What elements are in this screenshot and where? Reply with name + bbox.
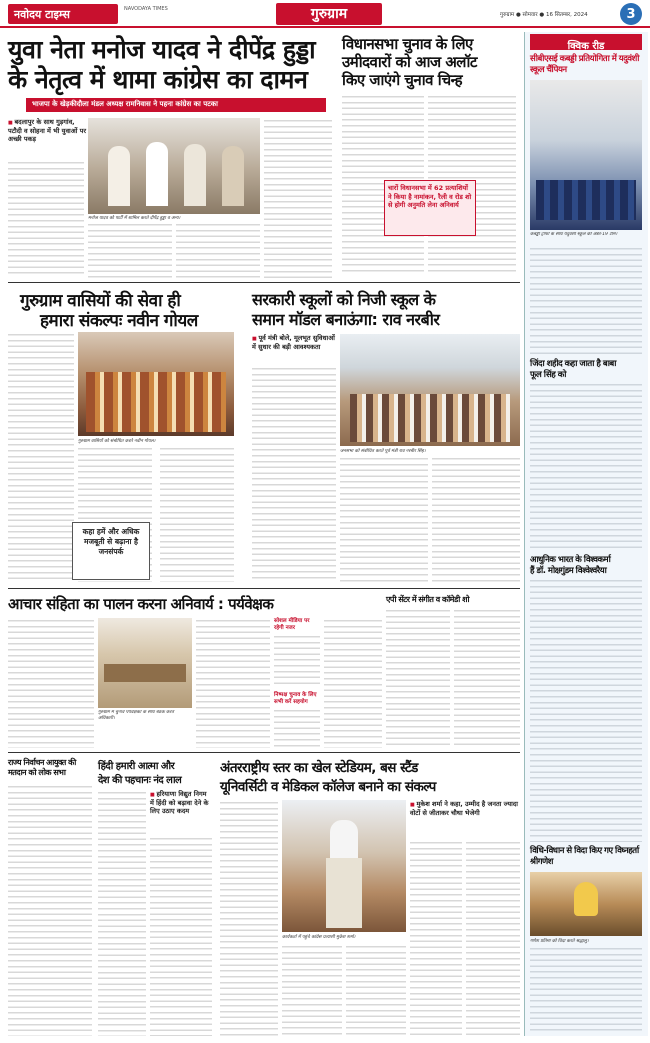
stadium-body-col2 xyxy=(282,944,342,1036)
paper-logo xyxy=(8,4,118,24)
phool-singh-headline-2: फूल सिंह को xyxy=(530,370,566,380)
ganesh-headline: विधि-विधान से विदा किए गए विघ्नहर्ता श्रीगणेश xyxy=(530,846,639,867)
stadium-headline-1: अंतरराष्ट्रीय स्तर का खेल स्टेडियम, बस स्टैंड xyxy=(220,760,418,776)
divider xyxy=(8,588,520,589)
narbir-body-col1 xyxy=(252,366,336,582)
code-headline: आचार संहिता का पालन करना अनिवार्य : पर्यवेक्षक xyxy=(8,595,274,613)
narbir-headline-2: समान मॉडल बनाऊंगा: राव नरबीर xyxy=(252,310,440,329)
quick-read-headline: सीबीएसई कबड्डी प्रतियोगिता में यदुवंशी स्कूल चैंपियन xyxy=(530,54,639,75)
paper-name: नवोदय टाइम्स xyxy=(14,8,70,21)
election-headline-3: किए जाएंगे चुनाव चिन्ह xyxy=(342,71,463,89)
poll-headline: राज्य निर्वाचन आयुक्त की मतदान को लोक सभा xyxy=(8,758,76,777)
page-number-badge xyxy=(620,3,642,25)
lead-body-col3 xyxy=(176,222,260,278)
lead-subhead-bar: भाजपा के खेड़कीदौला मंडल अध्यक्ष रामनिवास ने पहना कांग्रेस का पटका xyxy=(26,98,326,112)
narbir-caption: जनसभा को संबोधित करते पूर्व मंत्री राव नरबीर सिंह। xyxy=(340,449,426,454)
stadium-caption: कार्यकर्ता में पहुंचे कांग्रेस प्रत्याशी मुकेश शर्मा। xyxy=(282,935,356,940)
ganesh-photo xyxy=(530,872,642,936)
goyal-body-col3 xyxy=(160,446,234,582)
lead-headline-2: के नेतृत्व में थामा कांग्रेस का दामन xyxy=(8,65,308,94)
election-pullquote: चारों विधानसभा में 62 प्रत्याशियों ने किया है नामांकन, रैली व रोड शो से होगी अनुमति लेना अनिवार्य xyxy=(384,180,476,236)
dateline: गुरुग्राम ● सोमवार ● 16 सितम्बर, 2024 xyxy=(500,12,588,18)
hindi-body-col1 xyxy=(98,790,146,1036)
narbir-body-col2 xyxy=(340,456,428,582)
code-caption: गुरुग्राम में चुनाव पर्यवेक्षकों के साथ बैठक करते अधिकारी। xyxy=(98,710,174,721)
lead-body-col4 xyxy=(264,118,332,278)
quick-read-label: क्विक रीड xyxy=(530,34,642,50)
stadium-photo xyxy=(282,800,406,932)
ganesh-body xyxy=(530,946,642,1032)
code-body-col5 xyxy=(324,618,382,748)
stadium-body-col1 xyxy=(220,800,278,1036)
page-number: 3 xyxy=(626,7,636,22)
section-title: गुरुग्राम xyxy=(276,3,382,25)
lead-body-col2 xyxy=(88,222,172,278)
vishweshwaraya-headline-2: हैं डॉ. मोक्षगुंडम विश्वेश्वरैया xyxy=(530,566,607,576)
code-body-col1 xyxy=(8,618,94,748)
election-headline-2: उमीदवारों को आज अलॉट xyxy=(342,53,477,71)
narbir-body-col3 xyxy=(432,456,520,582)
divider xyxy=(8,282,520,283)
ganesh-caption: गणेश प्रतिमा को विदा करते श्रद्धालु। xyxy=(530,939,589,944)
phool-singh-headline-1: जिंदा शहीद कहा जाता है बाबा xyxy=(530,359,616,369)
election-headline-1: विधानसभा चुनाव के लिए xyxy=(342,35,473,53)
goyal-quote-box: कहा हमें और अधिक मजबूती से बढ़ाना है जनसंपर्क xyxy=(72,522,150,580)
hindi-headline-2: देश की पहचानः नंद लाल xyxy=(98,775,182,786)
hindi-headline-1: हिंदी हमारी आत्मा और xyxy=(98,761,175,772)
narbir-photo xyxy=(340,334,520,446)
music-body-col2 xyxy=(454,608,520,748)
lead-photo xyxy=(88,118,260,214)
goyal-headline-2: हमारा संकल्पः नवीन गोयल xyxy=(40,311,198,331)
music-body-col1 xyxy=(386,608,450,748)
lead-bullet: ■ बदलापुर के साथ गुड़गांव, पटौदी व सोहना में भी युवाओं पर अच्छी पकड़ xyxy=(8,118,86,143)
code-body-col3 xyxy=(274,634,320,688)
stadium-body-col3 xyxy=(346,944,406,1036)
code-sub2: निष्पक्ष चुनाव के लिए सभी करें सहयोग xyxy=(274,692,317,705)
stadium-bullet: ■ मुकेश शर्मा ने कहा, उम्मीद है जनता ज्यादा वोटों से जीताकर चौथा भेजेगी xyxy=(410,800,520,817)
goyal-headline-1: गुरुग्राम वासियों की सेवा ही xyxy=(20,291,181,311)
kabaddi-body xyxy=(530,246,642,354)
code-body-col4 xyxy=(274,708,320,748)
vishweshwaraya-headline-1: आधुनिक भारत के विश्वकर्मा xyxy=(530,555,611,565)
masthead xyxy=(0,0,650,28)
goyal-caption: गुरुग्राम वासियों को संबोधित करते नवीन गोयल। xyxy=(78,439,156,444)
kabaddi-caption: कबड्डी ट्रॉफी के साथ यदुवंशी स्कूल की अंडर-19 टीम। xyxy=(530,232,618,237)
paper-subtag: NAVODAYA TIMES xyxy=(124,6,168,12)
narbir-headline-1: सरकारी स्कूलों को निजी स्कूल के xyxy=(252,290,436,309)
lead-photo-caption: मनोज यादव को पार्टी में शामिल करते दीपेंद्र हुड्डा व अन्य। xyxy=(88,216,181,221)
stadium-headline-2: यूनिवर्सिटी व मेडिकल कॉलेज बनाने का संकल्प xyxy=(220,779,436,795)
code-body-col2 xyxy=(196,618,270,748)
goyal-body-col1 xyxy=(8,332,74,582)
narbir-bullet: ■ पूर्व मंत्री बोले, मूलभूत सुविधाओं में सुधार की बड़ी आवश्यकता xyxy=(252,334,336,351)
lead-body-col1 xyxy=(8,160,84,278)
hindi-body-col2 xyxy=(150,836,212,1036)
kabaddi-photo xyxy=(530,80,642,230)
phool-singh-body xyxy=(530,382,642,550)
music-headline: एपी सेंटर में संगीत व कॉमेडी शो xyxy=(386,595,470,604)
divider xyxy=(8,752,520,753)
lead-headline-1: युवा नेता मनोज यादव ने दीपेंद्र हुड्डा xyxy=(8,35,316,64)
poll-body xyxy=(8,784,92,1036)
hindi-bullet: ■ हरियाणा विद्युत निगम में हिंदी को बढ़ावा देने के लिए उठाए कदम xyxy=(150,790,212,815)
code-sub1: सोशल मीडिया पर रहेगी नजर xyxy=(274,618,310,631)
stadium-body-col4 xyxy=(410,840,462,1036)
code-photo xyxy=(98,618,192,708)
stadium-body-col5 xyxy=(466,840,520,1036)
vishweshwaraya-body xyxy=(530,578,642,842)
goyal-photo xyxy=(78,332,234,436)
